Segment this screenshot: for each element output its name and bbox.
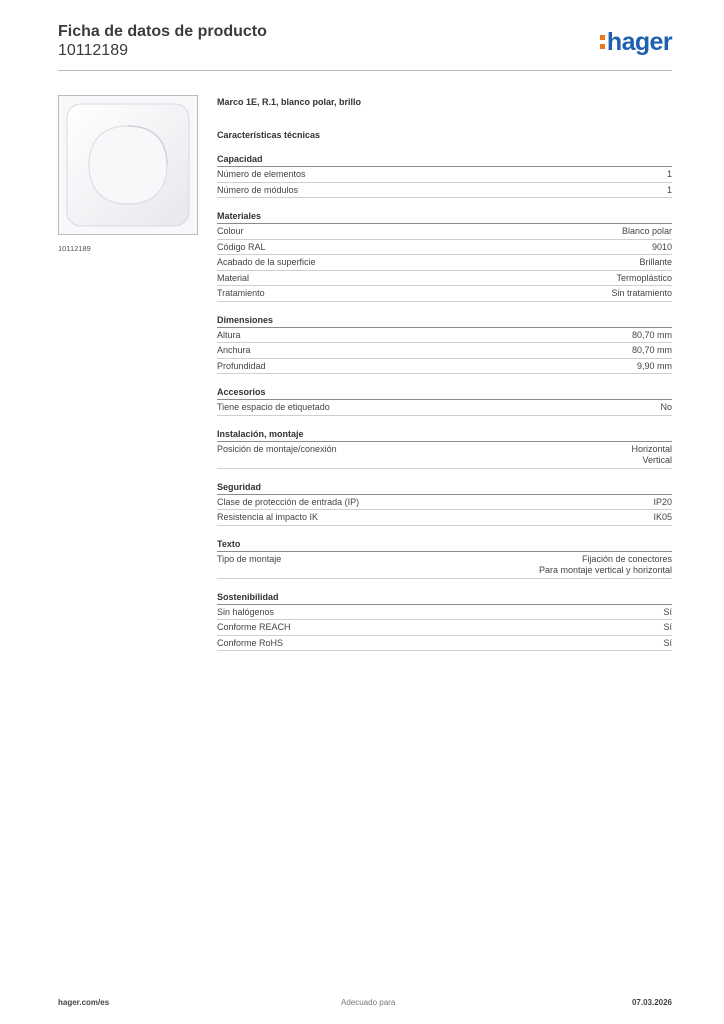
spec-value <box>660 402 672 414</box>
spec-value-line: 1 <box>666 184 672 195</box>
spec-value-line: 9010 <box>651 241 672 252</box>
product-title: Marco 1E, R.1, blanco polar, brillo <box>217 97 362 107</box>
spec-value-line: Fijación de conectores <box>581 553 672 564</box>
spec-label: Acabado de la superficie <box>217 257 316 267</box>
spec-label: Resistencia al impacto IK <box>217 512 319 522</box>
section-title: Sostenibilidad <box>217 591 672 605</box>
spec-value <box>653 512 672 524</box>
spec-value <box>622 226 672 238</box>
spec-sections <box>217 153 672 651</box>
spec-value <box>667 169 672 181</box>
spec-section <box>217 481 672 526</box>
spec-label: Tipo de montaje <box>217 553 282 564</box>
spec-value-line: 80,70 mm <box>631 329 672 340</box>
section-title: Seguridad <box>217 481 672 495</box>
spec-value <box>652 242 672 254</box>
spec-value-line: IP20 <box>653 496 672 507</box>
spec-label: Profundidad <box>217 360 266 371</box>
spec-section <box>217 210 672 302</box>
spec-value <box>667 185 672 197</box>
spec-value <box>637 361 672 373</box>
spec-label: Número de elementos <box>217 169 306 179</box>
spec-value <box>639 257 672 269</box>
spec-value <box>631 444 672 467</box>
spec-value-line: Brillante <box>639 257 672 267</box>
spec-label: Colour <box>217 226 244 236</box>
tech-heading: Características técnicas <box>217 130 321 140</box>
spec-label: Código RAL <box>217 241 266 252</box>
spec-value-line: 1 <box>666 169 672 179</box>
spec-value <box>663 638 672 650</box>
spec-row <box>217 636 672 652</box>
spec-label: Posición de montaje/conexión <box>217 443 337 454</box>
spec-section <box>217 314 672 375</box>
spec-value-line: 80,70 mm <box>631 345 672 355</box>
spec-value <box>632 330 672 342</box>
spec-row <box>217 286 672 302</box>
spec-row <box>217 343 672 359</box>
spec-row <box>217 552 672 579</box>
spec-label: Conforme REACH <box>217 622 291 632</box>
spec-section <box>217 428 672 469</box>
spec-value <box>663 607 672 619</box>
spec-value <box>653 497 672 509</box>
product-image <box>58 95 198 235</box>
section-title: Instalación, montaje <box>217 428 672 442</box>
section-title: Materiales <box>217 210 672 224</box>
spec-row <box>217 271 672 287</box>
spec-value-line: Blanco polar <box>621 226 672 236</box>
spec-value <box>663 622 672 634</box>
spec-value-line: Sí <box>663 622 672 632</box>
spec-value-line: Horizontal <box>631 443 672 454</box>
spec-value-line: Sí <box>663 606 672 617</box>
spec-value <box>539 554 672 577</box>
spec-value <box>632 345 672 357</box>
spec-row <box>217 167 672 183</box>
spec-value-line: Termoplástico <box>616 272 672 283</box>
spec-section <box>217 153 672 198</box>
spec-row <box>217 224 672 240</box>
spec-row <box>217 495 672 511</box>
frame-product-icon <box>59 96 197 234</box>
spec-row <box>217 510 672 526</box>
spec-value-line: Vertical <box>642 455 672 465</box>
spec-label: Conforme RoHS <box>217 637 284 648</box>
section-title: Texto <box>217 538 672 552</box>
logo-text: hager <box>606 28 672 56</box>
spec-row <box>217 620 672 636</box>
page-header <box>58 22 672 71</box>
footer-website: hager.com/es <box>58 998 110 1007</box>
spec-row <box>217 605 672 621</box>
spec-value <box>616 273 672 285</box>
section-title: Capacidad <box>217 153 672 167</box>
spec-row <box>217 183 672 199</box>
spec-value-line: IK05 <box>653 512 672 522</box>
logo-dots-icon <box>600 35 605 51</box>
spec-row <box>217 442 672 469</box>
spec-section <box>217 591 672 652</box>
spec-label: Altura <box>217 329 241 340</box>
hager-logo <box>600 28 672 56</box>
spec-label: Sin halógenos <box>217 606 275 617</box>
section-title: Dimensiones <box>217 314 672 328</box>
section-title: Accesorios <box>217 386 672 400</box>
product-code: 10112189 <box>58 42 128 59</box>
spec-row <box>217 400 672 416</box>
spec-value-line: No <box>660 402 672 412</box>
spec-label: Anchura <box>217 345 251 355</box>
spec-row <box>217 240 672 256</box>
spec-section <box>217 386 672 416</box>
spec-label: Material <box>217 272 250 283</box>
spec-value-line: Sí <box>663 637 672 648</box>
spec-row <box>217 359 672 375</box>
spec-value-line: Sin tratamiento <box>611 288 672 298</box>
image-caption: 10112189 <box>58 244 91 253</box>
spec-section <box>217 538 672 579</box>
spec-value <box>611 288 672 300</box>
spec-value-line: Para montaje vertical y horizontal <box>538 565 672 575</box>
footer-date: 07.03.2026 <box>631 998 672 1007</box>
spec-label: Clase de protección de entrada (IP) <box>217 496 360 507</box>
document-title: Ficha de datos de producto <box>58 23 267 40</box>
spec-value-line: 9,90 mm <box>636 360 672 371</box>
spec-label: Número de módulos <box>217 184 299 195</box>
spec-content <box>217 96 672 651</box>
spec-row <box>217 255 672 271</box>
spec-label: Tiene espacio de etiquetado <box>217 402 330 412</box>
spec-label: Tratamiento <box>217 288 265 298</box>
footer-center-text: Adecuado para <box>341 998 396 1007</box>
spec-row <box>217 328 672 344</box>
